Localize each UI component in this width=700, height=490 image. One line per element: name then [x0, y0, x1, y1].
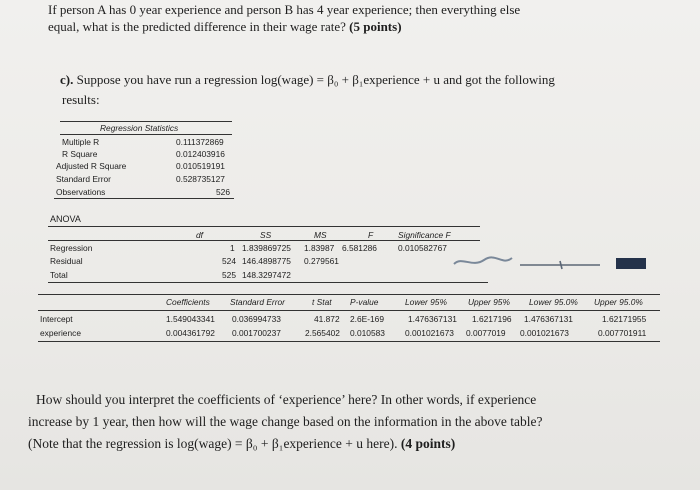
stat-value: 526 [216, 187, 230, 197]
coef-cell: 2.565402 [305, 328, 340, 338]
anova-header-ms: MS [314, 230, 327, 240]
coef-cell: 0.036994733 [232, 314, 281, 324]
stat-label: Observations [56, 187, 106, 197]
part-c-label: c). [60, 72, 74, 87]
stat-value: 0.010519191 [176, 161, 225, 171]
stat-value: 0.111372869 [176, 137, 224, 147]
part-c-text-suffix: and got the following [443, 72, 555, 87]
anova-cell: 0.279561 [304, 256, 339, 266]
anova-cell: 148.3297472 [242, 270, 291, 280]
coef-cell: 41.872 [314, 314, 340, 324]
table-rule [48, 226, 480, 227]
scribble-stroke [560, 261, 562, 269]
bottom-question-line3-text: (Note that the regression is log(wage) = β₀ + β₁experience + u here). [28, 436, 398, 451]
scribble-blot [616, 258, 646, 269]
coef-cell: 0.010583 [350, 328, 385, 338]
top-question-line1: If person A has 0 year experience and person B has 4 year experience; then everything else [48, 2, 521, 17]
coef-cell: 0.001700237 [232, 328, 281, 338]
stat-label: Standard Error [56, 174, 111, 184]
table-rule [54, 198, 234, 199]
coef-header: t Stat [312, 297, 332, 307]
top-question-line2-text: equal, what is the predicted difference in their wage rate? [48, 19, 346, 34]
anova-header-f: F [368, 230, 374, 240]
part-c-line1 [60, 72, 555, 88]
bottom-question-line3 [28, 436, 455, 452]
coef-cell: 1.476367131 [408, 314, 457, 324]
coef-header: P-value [350, 297, 379, 307]
anova-title: ANOVA [50, 214, 81, 224]
regression-statistics-title: Regression Statistics [100, 123, 179, 133]
coef-header: Upper 95% [468, 297, 510, 307]
anova-cell: 1 [230, 243, 235, 253]
handwritten-scribble [450, 250, 660, 274]
stat-value: 0.528735127 [176, 174, 225, 184]
anova-cell: 0.010582767 [398, 243, 447, 253]
top-question-points: (5 points) [349, 19, 402, 34]
stat-label: R Square [62, 149, 98, 159]
coef-header: Standard Error [230, 297, 285, 307]
anova-header-sig: Significance F [398, 230, 451, 240]
stat-value: 0.012403916 [176, 149, 225, 159]
coef-header: Lower 95% [405, 297, 447, 307]
coef-cell: 0.007701911 [598, 328, 647, 338]
anova-row-label: Total [50, 270, 68, 280]
bottom-question-points: (4 points) [400, 436, 456, 451]
anova-header-ss: SS [260, 230, 272, 240]
anova-cell: 1.839869725 [242, 243, 291, 253]
coef-cell: 0.004361792 [166, 328, 215, 338]
anova-cell: 524 [222, 256, 236, 266]
part-c-text: Suppose you have run a regression log(wage) = β₀ + β₁experience + u [76, 72, 441, 87]
table-rule [48, 240, 480, 241]
coef-cell: 1.476367131 [524, 314, 573, 324]
table-rule [38, 310, 660, 311]
coef-row-label: Intercept [40, 314, 73, 324]
coef-header: Lower 95.0% [529, 297, 578, 307]
anova-cell: 525 [222, 270, 236, 280]
coef-header: Coefficients [166, 297, 210, 307]
coef-cell: 2.6E-169 [350, 314, 384, 324]
coef-cell: 0.001021673 [405, 328, 454, 338]
anova-cell: 6.581286 [342, 243, 377, 253]
table-rule [38, 294, 660, 295]
top-question-line2 [48, 19, 402, 35]
coef-cell: 1.549043341 [166, 314, 215, 324]
coef-header: Upper 95.0% [594, 297, 643, 307]
anova-cell: 1.83987 [304, 243, 335, 253]
scribble-stroke [454, 257, 512, 264]
coef-cell: 0.001021673 [520, 328, 569, 338]
anova-header-df: df [196, 230, 203, 240]
stat-label: Multiple R [62, 137, 100, 147]
anova-cell: 146.4898775 [242, 256, 291, 266]
stat-label: Adjusted R Square [56, 161, 127, 171]
table-rule [60, 134, 232, 135]
table-rule [48, 282, 488, 283]
coef-cell: 0.0077019 [466, 328, 506, 338]
part-c-line2: results: [62, 92, 100, 107]
anova-row-label: Regression [50, 243, 93, 253]
coef-cell: 1.62171955 [602, 314, 647, 324]
table-rule [60, 121, 232, 122]
anova-row-label: Residual [50, 256, 83, 266]
bottom-question-line2: increase by 1 year, then how will the wage change based on the information in the above table? [28, 414, 543, 429]
coef-row-label: experience [40, 328, 81, 338]
table-rule [38, 341, 660, 342]
coef-cell: 1.6217196 [472, 314, 512, 324]
bottom-question-line1: How should you interpret the coefficients of ‘experience’ here? In other words, if experience [36, 392, 537, 407]
